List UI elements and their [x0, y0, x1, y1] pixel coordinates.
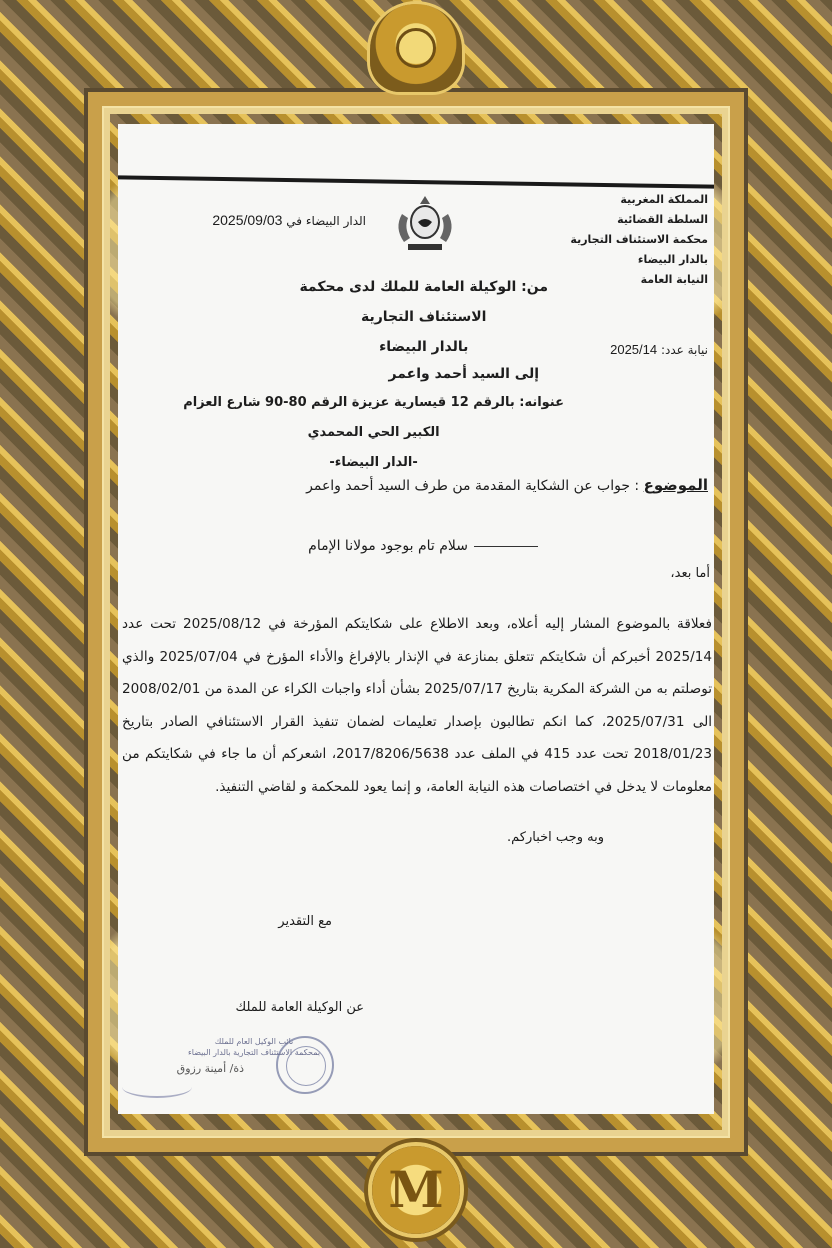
subject-text: : جواب عن الشكاية المقدمة من طرف السيد أحمد واعمر	[306, 478, 640, 494]
stamp-text	[188, 1036, 320, 1058]
sender-line: بالدار البيضاء	[379, 339, 469, 355]
sender-line: من: الوكيلة العامة للملك لدى محكمة	[299, 279, 548, 295]
date-value: 2025/09/03	[212, 212, 283, 228]
header-rule	[118, 175, 714, 188]
reference-value: 2025/14	[610, 342, 658, 357]
royal-crest-icon	[370, 4, 462, 92]
issuer-line: المملكة المغربية	[620, 193, 708, 206]
issuer-line: محكمة الاستئناف التجارية	[570, 233, 708, 246]
issuer-header	[570, 190, 708, 290]
opening-phrase: أما بعد،	[670, 566, 710, 581]
handwritten-signature	[122, 1076, 192, 1098]
issuer-line: السلطة القضائية	[617, 213, 708, 226]
monogram-letter: M	[388, 1160, 444, 1219]
reference-label: نيابة عدد:	[660, 343, 708, 357]
subject-line	[306, 476, 708, 494]
address-line: الكبير الحي المحمدي	[307, 425, 440, 440]
moroccan-coat-of-arms-icon	[390, 192, 460, 254]
signer-name: ذة/ أمينة رزوق	[176, 1062, 244, 1075]
reference-number	[610, 342, 708, 357]
stamp-line: بمحكمة الاستئناف التجارية بالدار البيضاء	[188, 1048, 321, 1057]
recipient: إلى السيد أحمد واعمر	[388, 366, 539, 382]
issuer-line: بالدار البيضاء	[637, 253, 708, 266]
recipient-address	[183, 388, 564, 478]
issuer-line: النيابة العامة	[640, 273, 708, 286]
letter-document	[118, 124, 714, 1114]
sender-line: الاستئناف التجارية	[360, 309, 487, 325]
closing-regards: مع التقدير	[278, 914, 332, 929]
monogram-medallion	[372, 1146, 460, 1234]
sender-block	[299, 272, 548, 362]
greeting	[308, 538, 538, 554]
subject-label: الموضوع	[643, 476, 708, 494]
stamp-line: نائب الوكيل العام للملك	[214, 1037, 294, 1046]
greeting-text: سلام تام بوجود مولانا الإمام	[308, 538, 468, 554]
letter-body: فعلاقة بالموضوع المشار إليه أعلاه، وبعد الاطلاع على شكايتكم المؤرخة في 2025/08/12 تحت عدد 2025/14 أخبركم أن شكايتكم تتعلق بمنازعة في الإنذار بالإفراغ والأداء المؤرخ في 2025/07/04 والذي توصلتم به من الشركة المكرية بتاريخ 2025/07/17 بشأن أداء واجبات الكراء عن المدة من 2008/02/01 الى 2025/07/31، كما انكم تطالبون بإصدار تعليمات لضمان تنفيذ القرار الاستئنافي الصادر بتاريخ 2018/01/23 تحت عدد 415 في الملف عدد 2017/8206/5638، اشعركم أن ما جاء في شكايتكم من معلومات لا يدخل في اختصاصات هذه النيابة العامة، و إنما يعود للمحكمة و لقاضي التنفيذ.	[122, 616, 713, 795]
address-line: عنوانه: بالرقم 12 قيسارية عزيزة الرقم 80-90 شارع العزام	[183, 395, 564, 410]
date-label: الدار البيضاء في	[286, 214, 366, 228]
closing-statement: وبه وجب اخباركم.	[507, 830, 604, 845]
letter-date	[212, 212, 366, 228]
address-line: -الدار البيضاء-	[329, 455, 418, 470]
signatory: عن الوكيلة العامة للملك	[235, 1000, 364, 1015]
